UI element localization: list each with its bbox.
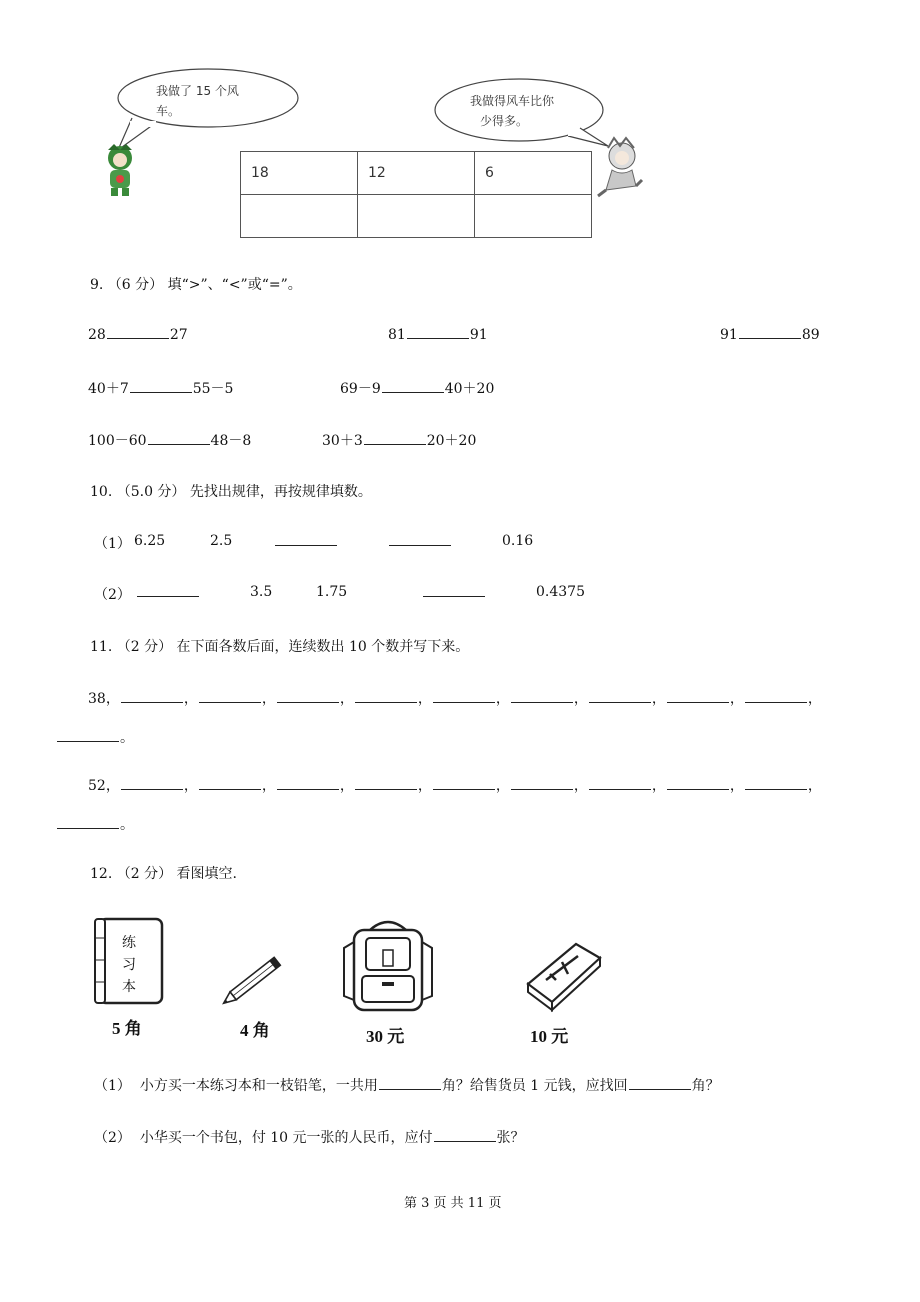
q9-item: 69－9 40＋20 (340, 381, 495, 397)
answer-blank[interactable] (389, 533, 451, 546)
q9-item: 28 27 (88, 327, 188, 343)
answer-blank[interactable] (667, 777, 729, 790)
answer-blank[interactable] (745, 777, 807, 790)
q10-line1-value: 0.16 (502, 533, 534, 549)
answer-blank[interactable] (121, 690, 183, 703)
notebook-label: 习 (122, 957, 136, 973)
answer-blank[interactable] (433, 777, 495, 790)
answer-blank[interactable] (739, 326, 801, 339)
right-bubble-line1: 我做得风车比你 (470, 94, 555, 108)
answer-blank[interactable] (137, 584, 199, 597)
page-footer: 第 3 页 共 11 页 (404, 1196, 502, 1211)
answer-blank[interactable] (379, 1077, 441, 1090)
answer-blank[interactable] (107, 326, 169, 339)
price-label: 30 元 (366, 1027, 405, 1046)
q12-sub2: （2） 小华买一个书包，付 10 元一张的人民币，应付 张？ (94, 1130, 525, 1146)
q12-sub1: （1） 小方买一本练习本和一枝铅笔，一共用 角？给售货员 1 元钱，应找回 角？ (94, 1078, 720, 1094)
q10-line2-blank[interactable] (422, 584, 486, 601)
q10-header: 10. （5.0 分） 先找出规律，再按规律填数。 (90, 484, 372, 500)
q9-item: 40＋7 55－5 (88, 381, 234, 397)
answer-blank[interactable] (121, 777, 183, 790)
pencil-case-icon (522, 940, 606, 1016)
answer-blank[interactable] (148, 432, 210, 445)
mascot-left-icon (96, 142, 146, 204)
left-bubble-line2: 车。 (156, 104, 181, 118)
windmill-table (240, 151, 592, 238)
answer-blank[interactable] (275, 533, 337, 546)
q11-sequence-2-end: 。 (56, 814, 134, 834)
q10-line2-label: （2） (94, 587, 131, 603)
answer-blank[interactable] (434, 1129, 496, 1142)
q11-sequence-1: 38， ， ， ， ， ， ， ， ， ， (88, 691, 822, 707)
answer-blank[interactable] (511, 690, 573, 703)
q9-item: 81 91 (388, 327, 488, 343)
q10-line1-blank[interactable] (388, 533, 452, 550)
mascot-right-icon (592, 136, 648, 200)
answer-blank[interactable] (433, 690, 495, 703)
table-cell: 6 (475, 152, 592, 195)
table-cell-answer[interactable] (241, 195, 358, 238)
answer-blank[interactable] (589, 690, 651, 703)
answer-blank[interactable] (667, 690, 729, 703)
q10-line2-value: 3.5 (250, 584, 273, 600)
answer-blank[interactable] (57, 729, 119, 742)
answer-blank[interactable] (355, 777, 417, 790)
q10-line1-value: 2.5 (210, 533, 233, 549)
table-cell: 18 (241, 152, 358, 195)
left-bubble-line1: 我做了 15 个风 (156, 84, 239, 98)
price-label: 4 角 (240, 1021, 270, 1040)
q9-header: 9. （6 分） 填“>”、“<”或“=”。 (90, 277, 302, 293)
schoolbag-icon (338, 916, 438, 1016)
q9-item: 30＋3 20＋20 (322, 433, 477, 449)
q10-line2-value: 1.75 (316, 584, 348, 600)
answer-blank[interactable] (382, 380, 444, 393)
price-label: 10 元 (530, 1027, 569, 1046)
answer-blank[interactable] (355, 690, 417, 703)
q10-line1-blank[interactable] (274, 533, 338, 550)
q9-item: 100－60 48－8 (88, 433, 252, 449)
answer-blank[interactable] (57, 816, 119, 829)
q10-line2-value: 0.4375 (536, 584, 585, 600)
answer-blank[interactable] (629, 1077, 691, 1090)
notebook-label: 本 (122, 979, 136, 995)
q10-line1-value: 6.25 (134, 533, 166, 549)
right-bubble-line2: 少得多。 (480, 114, 529, 128)
table-row (241, 152, 592, 195)
answer-blank[interactable] (199, 690, 261, 703)
price-label: 5 角 (112, 1019, 142, 1038)
q11-header: 11. （2 分） 在下面各数后面，连续数出 10 个数并写下来。 (90, 639, 470, 655)
table-cell-answer[interactable] (358, 195, 475, 238)
q12-header: 12. （2 分） 看图填空. (90, 866, 237, 882)
q9-item: 91 89 (720, 327, 820, 343)
answer-blank[interactable] (511, 777, 573, 790)
answer-blank[interactable] (407, 326, 469, 339)
answer-blank[interactable] (277, 690, 339, 703)
pencil-icon (216, 952, 294, 1008)
answer-blank[interactable] (130, 380, 192, 393)
answer-blank[interactable] (423, 584, 485, 597)
answer-blank[interactable] (199, 777, 261, 790)
table-row (241, 195, 592, 238)
answer-blank[interactable] (364, 432, 426, 445)
answer-blank[interactable] (745, 690, 807, 703)
notebook-label: 练 (122, 935, 136, 951)
answer-blank[interactable] (589, 777, 651, 790)
answer-blank[interactable] (277, 777, 339, 790)
q10-line2-blank[interactable] (136, 584, 200, 601)
q10-line1-label: （1） (94, 536, 131, 552)
table-cell: 12 (358, 152, 475, 195)
q11-sequence-1-end: 。 (56, 727, 134, 747)
q11-sequence-2: 52， ， ， ， ， ， ， ， ， ， (88, 778, 822, 794)
table-cell-answer[interactable] (475, 195, 592, 238)
